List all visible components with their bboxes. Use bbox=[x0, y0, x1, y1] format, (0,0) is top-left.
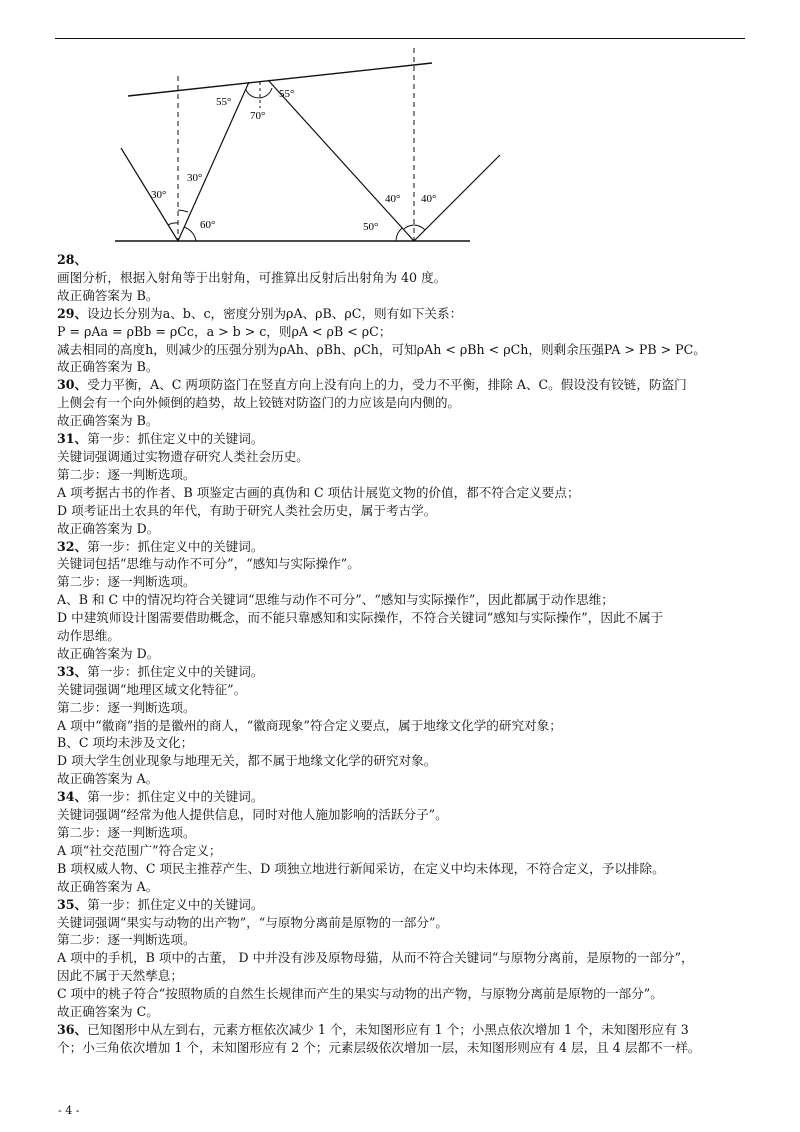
line-text: 画图分析，根据入射角等于出射角，可推算出反射后出射角为 40 度。 bbox=[57, 269, 447, 285]
arc-right-40a bbox=[404, 225, 414, 229]
ray-down bbox=[268, 80, 414, 241]
text-line bbox=[57, 341, 747, 359]
text-line bbox=[57, 287, 747, 305]
text-line bbox=[57, 824, 747, 842]
text-line bbox=[57, 591, 747, 609]
line-text: 故正确答案为 B。 bbox=[57, 359, 159, 375]
line-text: 已知图形中从左到右，元素方框依次减少 1 个，未知图形应有 1 个；小黑点依次增加 1 个，未知图形应有 3 bbox=[87, 1021, 689, 1037]
text-line bbox=[57, 323, 747, 341]
text-line bbox=[57, 860, 747, 878]
line-text: 关键词强调“经常为他人提供信息，同时对他人施加影响的活跃分子”。 bbox=[57, 807, 448, 823]
line-text: 关键词强调通过实物遗存研究人类社会历史。 bbox=[57, 448, 309, 464]
line-text: 因此不属于天然孳息； bbox=[57, 968, 183, 984]
text-line bbox=[57, 305, 747, 323]
text-line bbox=[57, 788, 747, 806]
arc-left-30b bbox=[178, 210, 188, 212]
text-line bbox=[57, 448, 747, 466]
text-line bbox=[57, 645, 747, 663]
line-text: 个；小三角依次增加 1 个，未知图形应有 2 个；元素层级依次增加一层，未知图形则应有 4 层，且 4 层都不一样。 bbox=[57, 1039, 701, 1055]
line-text: 故正确答案为 A。 bbox=[57, 771, 159, 787]
line-text: 第二步：逐一判断选项。 bbox=[57, 932, 196, 948]
text-line bbox=[57, 896, 747, 914]
line-text: 关键词强调“地理区域文化特征”。 bbox=[57, 681, 247, 697]
line-text: 关键词包括“思维与动作不可分”，“感知与实际操作”。 bbox=[57, 556, 360, 572]
angle-label: 60° bbox=[200, 219, 216, 231]
line-text: 上侧会有一个向外倾倒的趋势，故上铰链对防盗门的力应该是向内侧的。 bbox=[57, 395, 460, 411]
arc-right-40b bbox=[414, 225, 425, 230]
reflection-diagram bbox=[0, 0, 800, 250]
text-line bbox=[57, 681, 747, 699]
text-line bbox=[57, 466, 747, 484]
text-line bbox=[57, 1039, 747, 1057]
arc-top bbox=[246, 88, 272, 98]
text-line bbox=[57, 734, 747, 752]
text-line bbox=[57, 412, 747, 430]
text-line bbox=[57, 555, 747, 573]
angle-label: 40° bbox=[421, 193, 437, 205]
line-text: 设边长分别为a、b、c，密度分别为ρA、ρB、ρC，则有如下关系： bbox=[87, 305, 463, 321]
text-line bbox=[57, 752, 747, 770]
line-text: 动作思维。 bbox=[57, 628, 120, 644]
text-line bbox=[57, 1003, 747, 1021]
line-text: B 项权威人物、C 项民主推荐产生、D 项独立地进行新闻采访，在定义中均未体现，不符合定义，予以排除。 bbox=[57, 860, 665, 876]
line-text: 第二步：逐一判断选项。 bbox=[57, 825, 196, 840]
text-line bbox=[57, 967, 747, 985]
line-text: A 项中的手机，B 项中的古董， D 中并没有涉及原物母猫，从而不符合关键词“与原物分离前，是原物的一部分”， bbox=[57, 950, 694, 966]
line-text: 减去相同的高度h，则减少的压强分别为ρAh、ρBh、ρCh，可知ρAh < ρBh < ρCh，则剩余压强PA > PB > PC。 bbox=[57, 341, 706, 357]
line-text: 故正确答案为 C。 bbox=[57, 1004, 159, 1020]
text-line bbox=[57, 985, 747, 1003]
text-line bbox=[57, 251, 747, 269]
line-text: A 项中“徽商”指的是徽州的商人，“徽商现象”符合定义要点，属于地缘文化学的研究对象； bbox=[57, 717, 562, 733]
line-text: 第二步：逐一判断选项。 bbox=[57, 699, 196, 715]
line-text: 第一步：抓住定义中的关键词。 bbox=[87, 431, 264, 447]
line-text: 第一步：抓住定义中的关键词。 bbox=[87, 789, 264, 805]
text-line bbox=[57, 931, 747, 949]
line-text: 故正确答案为 B。 bbox=[57, 413, 159, 429]
line-text: A、B 和 C 中的情况均符合关键词“思维与动作不可分”、“感知与实际操作”，因此都属于动作思维； bbox=[57, 592, 614, 608]
angle-label: 30° bbox=[151, 189, 167, 201]
arc-right-50 bbox=[396, 228, 402, 241]
question-number: 35、 bbox=[57, 896, 88, 912]
text-line bbox=[57, 502, 747, 520]
line-text: P = ρAa = ρBb = ρCc，a > b > c，则ρA < ρB < ρC； bbox=[57, 323, 392, 339]
question-number: 36、 bbox=[57, 1021, 88, 1037]
line-text: 第一步：抓住定义中的关键词。 bbox=[87, 896, 264, 912]
text-line bbox=[57, 842, 747, 860]
text-line bbox=[57, 538, 747, 556]
line-text: 第一步：抓住定义中的关键词。 bbox=[87, 538, 264, 554]
line-text: D 中建筑师设计图需要借助概念，而不能只靠感知和实际操作，不符合关键词“感知与实际操作”，因此不属于 bbox=[57, 610, 664, 626]
question-number: 34、 bbox=[57, 789, 88, 805]
line-text: B、C 项均未涉及文化； bbox=[57, 735, 194, 751]
text-line bbox=[57, 699, 747, 717]
line-text: 第二步：逐一判断选项。 bbox=[57, 574, 196, 590]
line-text: 受力平衡，A、C 两项防盗门在竖直方向上没有向上的力，受力不平衡，排除 A、C。假设没有铰链，防盗门 bbox=[87, 377, 687, 393]
question-number: 29、 bbox=[57, 305, 88, 321]
question-number: 31、 bbox=[57, 431, 88, 447]
line-text: 故正确答案为 D。 bbox=[57, 520, 160, 536]
page-number: - 4 - bbox=[58, 1104, 80, 1117]
line-text: A 项“社交范围广”符合定义； bbox=[57, 842, 222, 858]
text-line bbox=[57, 878, 747, 896]
text-line bbox=[57, 358, 747, 376]
answer-text bbox=[57, 251, 747, 1057]
text-line bbox=[57, 1021, 747, 1039]
line-text: D 项考证出土农具的年代，有助于研究人类社会历史，属于考古学。 bbox=[57, 502, 437, 518]
question-number: 33、 bbox=[57, 663, 88, 679]
line-text: 故正确答案为 B。 bbox=[57, 287, 159, 303]
line-text: C 项中的桃子符合“按照物质的自然生长规律而产生的果实与动物的出产物，与原物分离前是原物的一部分”。 bbox=[57, 986, 663, 1002]
line-text: 第二步：逐一判断选项。 bbox=[57, 466, 196, 482]
angle-label: 70° bbox=[250, 110, 266, 122]
angle-label: 40° bbox=[385, 193, 401, 205]
question-number: 28、 bbox=[57, 252, 88, 267]
text-line bbox=[57, 269, 747, 287]
text-line bbox=[57, 573, 747, 591]
line-text: 关键词强调“果实与动物的出产物”，“与原物分离前是原物的一部分”。 bbox=[57, 914, 448, 930]
text-line bbox=[57, 520, 747, 538]
line-text: A 项考据古书的作者、B 项鉴定古画的真伪和 C 项估计展览文物的价值，都不符合定义要点； bbox=[57, 484, 580, 500]
line-text: 第一步：抓住定义中的关键词。 bbox=[87, 663, 264, 679]
arc-left-60 bbox=[184, 227, 196, 241]
text-line bbox=[57, 770, 747, 788]
text-line bbox=[57, 484, 747, 502]
line-text: 故正确答案为 A。 bbox=[57, 878, 159, 894]
text-line bbox=[57, 663, 747, 681]
question-number: 32、 bbox=[57, 538, 88, 554]
incident-ray bbox=[121, 148, 178, 241]
text-line bbox=[57, 609, 747, 627]
angle-label: 55° bbox=[279, 88, 295, 100]
line-text: 故正确答案为 D。 bbox=[57, 645, 160, 661]
text-line bbox=[57, 806, 747, 824]
text-line bbox=[57, 914, 747, 932]
text-line bbox=[57, 949, 747, 967]
line-text: D 项大学生创业现象与地理无关，都不属于地缘文化学的研究对象。 bbox=[57, 753, 437, 769]
ray-up bbox=[178, 82, 249, 241]
text-line bbox=[57, 627, 747, 645]
arc-left-30a bbox=[168, 223, 178, 225]
angle-label: 30° bbox=[187, 172, 203, 184]
text-line bbox=[57, 376, 747, 394]
text-line bbox=[57, 430, 747, 448]
text-line bbox=[57, 717, 747, 735]
angle-label: 50° bbox=[363, 221, 379, 233]
text-line bbox=[57, 394, 747, 412]
question-number: 30、 bbox=[57, 377, 88, 393]
angle-label: 55° bbox=[216, 96, 232, 108]
